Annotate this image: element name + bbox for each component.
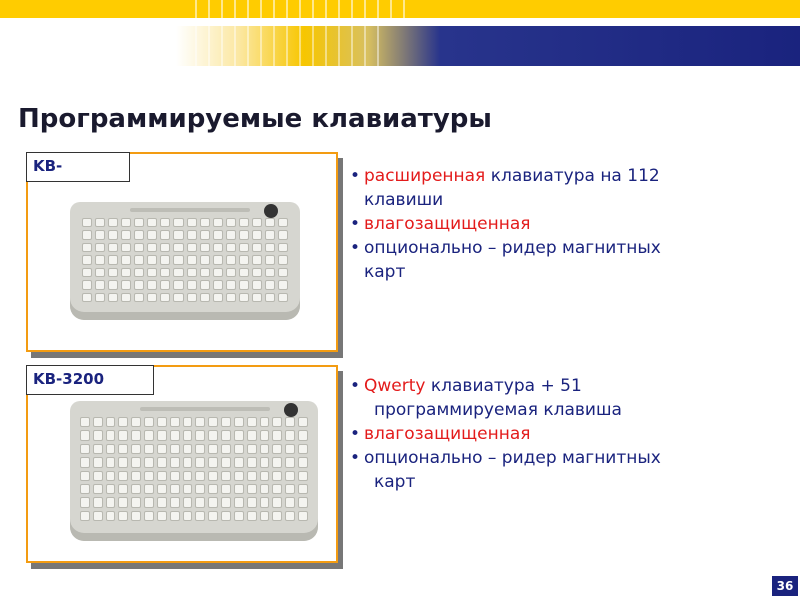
key-cap [118, 444, 128, 454]
key-cap [298, 417, 308, 427]
key-cap [208, 430, 218, 440]
feature-continuation: карт [374, 472, 416, 492]
feature-list-1 [350, 164, 770, 284]
key-cap [157, 430, 167, 440]
feature-text: клавиатура на 112 [485, 166, 660, 186]
key-cap [157, 511, 167, 521]
key-cap [183, 417, 193, 427]
key-cap [187, 255, 197, 264]
key-cap [131, 497, 141, 507]
key-cap [157, 444, 167, 454]
key-cap [108, 268, 118, 277]
key-cap [82, 268, 92, 277]
key-cap [200, 293, 210, 302]
key-cap [298, 457, 308, 467]
key-cap [131, 471, 141, 481]
key-cap [183, 444, 193, 454]
key-cap [221, 484, 231, 494]
key-cap [147, 255, 157, 264]
key-cap [170, 497, 180, 507]
key-cap [144, 511, 154, 521]
key-cap [106, 484, 116, 494]
product-frame-1 [26, 152, 338, 352]
key-cap [183, 457, 193, 467]
key-cap [247, 430, 257, 440]
key-cap [195, 471, 205, 481]
key-cap [118, 457, 128, 467]
key-cap [118, 484, 128, 494]
key-cap [106, 471, 116, 481]
key-cap [195, 430, 205, 440]
key-cap [157, 497, 167, 507]
key-cap [147, 218, 157, 227]
key-cap [80, 457, 90, 467]
key-cap [108, 255, 118, 264]
key-cap [80, 484, 90, 494]
key-cap [195, 484, 205, 494]
key-cap [187, 243, 197, 252]
key-cap [265, 280, 275, 289]
key-cap [131, 444, 141, 454]
key-cap [147, 280, 157, 289]
key-cap [170, 484, 180, 494]
key-cap [213, 268, 223, 277]
key-cap [80, 444, 90, 454]
key-cap [187, 230, 197, 239]
key-cap [134, 243, 144, 252]
key-cap [252, 243, 262, 252]
key-cap [208, 484, 218, 494]
key-cap [234, 484, 244, 494]
key-cap [234, 430, 244, 440]
key-lock-icon [284, 403, 298, 417]
header-grid-pattern [195, 26, 380, 66]
key-cap [160, 218, 170, 227]
key-cap [213, 230, 223, 239]
key-cap [285, 497, 295, 507]
key-cap [272, 471, 282, 481]
key-cap [239, 218, 249, 227]
key-cap [265, 255, 275, 264]
key-cap [285, 430, 295, 440]
key-cap [285, 511, 295, 521]
key-cap [183, 484, 193, 494]
key-lock-icon [264, 204, 278, 218]
key-cap [195, 417, 205, 427]
key-cap [213, 255, 223, 264]
key-cap [278, 243, 288, 252]
feature-continuation: карт [364, 262, 406, 282]
key-cap [272, 511, 282, 521]
key-cap [144, 497, 154, 507]
key-cap [170, 511, 180, 521]
header-white-stripe [0, 18, 800, 26]
key-cap [285, 484, 295, 494]
key-cap [272, 444, 282, 454]
feature-continuation: клавиши [364, 190, 444, 210]
key-cap [95, 243, 105, 252]
page-number: 36 [772, 576, 798, 596]
keys-grid [82, 218, 288, 302]
key-cap [221, 471, 231, 481]
key-cap [285, 471, 295, 481]
key-cap [252, 280, 262, 289]
key-cap [134, 280, 144, 289]
key-cap [221, 444, 231, 454]
key-cap [260, 484, 270, 494]
feature-text: опционально – ридер магнитных [364, 448, 661, 468]
key-cap [173, 243, 183, 252]
key-cap [108, 230, 118, 239]
key-cap [82, 293, 92, 302]
key-cap [108, 293, 118, 302]
key-cap [265, 230, 275, 239]
key-cap [252, 293, 262, 302]
key-cap [247, 471, 257, 481]
key-cap [173, 293, 183, 302]
key-cap [239, 230, 249, 239]
key-cap [252, 230, 262, 239]
key-cap [272, 430, 282, 440]
key-cap [93, 444, 103, 454]
key-cap [82, 230, 92, 239]
key-cap [187, 268, 197, 277]
key-cap [157, 457, 167, 467]
key-cap [183, 471, 193, 481]
key-cap [226, 218, 236, 227]
key-cap [221, 497, 231, 507]
keys-grid [80, 417, 308, 521]
key-cap [278, 255, 288, 264]
key-cap [226, 268, 236, 277]
key-cap [95, 280, 105, 289]
key-cap [285, 457, 295, 467]
key-cap [82, 243, 92, 252]
key-cap [278, 293, 288, 302]
key-cap [121, 230, 131, 239]
key-cap [226, 243, 236, 252]
key-cap [173, 280, 183, 289]
key-cap [157, 484, 167, 494]
feature-item [350, 374, 770, 422]
key-cap [265, 243, 275, 252]
key-cap [260, 471, 270, 481]
key-cap [187, 218, 197, 227]
key-cap [278, 230, 288, 239]
key-cap [213, 293, 223, 302]
key-cap [272, 497, 282, 507]
key-cap [157, 471, 167, 481]
key-cap [200, 280, 210, 289]
key-cap [134, 293, 144, 302]
key-cap [147, 243, 157, 252]
key-cap [247, 484, 257, 494]
key-cap [93, 471, 103, 481]
key-cap [213, 280, 223, 289]
key-cap [144, 444, 154, 454]
key-cap [260, 417, 270, 427]
key-cap [252, 218, 262, 227]
header-grid-pattern-top [195, 0, 405, 18]
key-cap [200, 268, 210, 277]
key-cap [200, 218, 210, 227]
key-cap [121, 268, 131, 277]
feature-item [350, 446, 770, 494]
key-cap [221, 417, 231, 427]
key-cap [131, 484, 141, 494]
key-cap [95, 293, 105, 302]
feature-item [350, 212, 770, 236]
key-cap [298, 430, 308, 440]
key-cap [106, 430, 116, 440]
key-cap [226, 280, 236, 289]
key-cap [200, 243, 210, 252]
key-cap [278, 280, 288, 289]
key-cap [160, 293, 170, 302]
key-cap [121, 280, 131, 289]
key-cap [144, 417, 154, 427]
key-cap [239, 280, 249, 289]
key-cap [208, 417, 218, 427]
key-cap [221, 511, 231, 521]
feature-highlight: влагозащищенная [364, 424, 531, 444]
key-cap [260, 430, 270, 440]
key-cap [144, 471, 154, 481]
key-cap [93, 497, 103, 507]
key-cap [108, 243, 118, 252]
key-cap [183, 497, 193, 507]
key-cap [106, 497, 116, 507]
key-cap [173, 268, 183, 277]
key-cap [208, 457, 218, 467]
feature-highlight: Qwerty [364, 376, 426, 396]
key-cap [260, 457, 270, 467]
key-cap [160, 255, 170, 264]
header-gradient-band [0, 26, 800, 66]
key-cap [170, 457, 180, 467]
key-cap [260, 444, 270, 454]
key-cap [82, 218, 92, 227]
key-cap [298, 484, 308, 494]
feature-list-2 [350, 374, 770, 494]
key-cap [195, 444, 205, 454]
key-cap [195, 511, 205, 521]
key-cap [147, 293, 157, 302]
key-cap [183, 511, 193, 521]
key-cap [247, 511, 257, 521]
key-cap [144, 484, 154, 494]
key-cap [265, 293, 275, 302]
key-cap [147, 268, 157, 277]
key-cap [173, 218, 183, 227]
key-cap [134, 255, 144, 264]
key-cap [160, 268, 170, 277]
key-cap [93, 457, 103, 467]
key-cap [272, 457, 282, 467]
key-cap [147, 230, 157, 239]
key-cap [118, 430, 128, 440]
key-cap [131, 417, 141, 427]
key-cap [134, 218, 144, 227]
key-cap [252, 255, 262, 264]
key-cap [234, 511, 244, 521]
feature-highlight: влагозащищенная [364, 214, 531, 234]
key-cap [170, 417, 180, 427]
key-cap [157, 417, 167, 427]
key-cap [134, 230, 144, 239]
key-cap [160, 280, 170, 289]
key-cap [95, 218, 105, 227]
key-cap [298, 511, 308, 521]
key-cap [160, 230, 170, 239]
key-cap [118, 471, 128, 481]
card-reader-slot [130, 208, 250, 212]
key-cap [170, 430, 180, 440]
product-label-2: KB-3200 [26, 365, 154, 395]
key-cap [208, 444, 218, 454]
keyboard-image-2 [70, 401, 318, 541]
key-cap [121, 255, 131, 264]
key-cap [170, 471, 180, 481]
key-cap [173, 230, 183, 239]
key-cap [200, 255, 210, 264]
key-cap [93, 511, 103, 521]
key-cap [160, 243, 170, 252]
key-cap [170, 444, 180, 454]
feature-item [350, 422, 770, 446]
key-cap [82, 280, 92, 289]
key-cap [195, 457, 205, 467]
feature-highlight: расширенная [364, 166, 486, 186]
key-cap [118, 497, 128, 507]
key-cap [131, 457, 141, 467]
key-cap [80, 511, 90, 521]
key-cap [239, 255, 249, 264]
key-cap [247, 497, 257, 507]
key-cap [108, 280, 118, 289]
key-cap [260, 511, 270, 521]
key-cap [234, 457, 244, 467]
key-cap [239, 243, 249, 252]
key-cap [260, 497, 270, 507]
key-cap [118, 511, 128, 521]
product-label-1: KB- [26, 152, 130, 182]
key-cap [95, 230, 105, 239]
key-cap [226, 230, 236, 239]
keyboard-image-1 [70, 202, 300, 320]
key-cap [252, 268, 262, 277]
key-cap [106, 444, 116, 454]
key-cap [221, 457, 231, 467]
key-cap [121, 218, 131, 227]
key-cap [272, 484, 282, 494]
key-cap [106, 457, 116, 467]
key-cap [173, 255, 183, 264]
key-cap [121, 243, 131, 252]
key-cap [106, 511, 116, 521]
key-cap [208, 497, 218, 507]
key-cap [195, 497, 205, 507]
key-cap [239, 268, 249, 277]
key-cap [121, 293, 131, 302]
key-cap [234, 497, 244, 507]
feature-item [350, 236, 770, 284]
key-cap [95, 268, 105, 277]
key-cap [226, 255, 236, 264]
key-cap [247, 457, 257, 467]
key-cap [298, 497, 308, 507]
key-cap [278, 218, 288, 227]
feature-text: опционально – ридер магнитных [364, 238, 661, 258]
key-cap [118, 417, 128, 427]
key-cap [208, 471, 218, 481]
key-cap [265, 218, 275, 227]
key-cap [234, 417, 244, 427]
key-cap [80, 417, 90, 427]
key-cap [200, 230, 210, 239]
key-cap [239, 293, 249, 302]
key-cap [80, 471, 90, 481]
key-cap [93, 417, 103, 427]
key-cap [234, 471, 244, 481]
key-cap [80, 430, 90, 440]
key-cap [213, 218, 223, 227]
key-cap [187, 280, 197, 289]
key-cap [226, 293, 236, 302]
key-cap [285, 444, 295, 454]
key-cap [82, 255, 92, 264]
card-reader-slot [140, 407, 270, 411]
feature-item [350, 164, 770, 212]
key-cap [187, 293, 197, 302]
key-cap [272, 417, 282, 427]
key-cap [144, 430, 154, 440]
key-cap [265, 268, 275, 277]
key-cap [183, 430, 193, 440]
key-cap [93, 484, 103, 494]
key-cap [208, 511, 218, 521]
key-cap [108, 218, 118, 227]
key-cap [247, 444, 257, 454]
key-cap [278, 268, 288, 277]
key-cap [298, 471, 308, 481]
key-cap [221, 430, 231, 440]
key-cap [106, 417, 116, 427]
key-cap [234, 444, 244, 454]
key-cap [80, 497, 90, 507]
key-cap [95, 255, 105, 264]
key-cap [131, 511, 141, 521]
key-cap [134, 268, 144, 277]
key-cap [144, 457, 154, 467]
key-cap [93, 430, 103, 440]
key-cap [298, 444, 308, 454]
key-cap [131, 430, 141, 440]
feature-text: клавиатура + 51 [425, 376, 582, 396]
key-cap [247, 417, 257, 427]
key-cap [285, 417, 295, 427]
feature-continuation: программируемая клавиша [374, 400, 622, 420]
slide-title: Программируемые клавиатуры [18, 104, 492, 134]
key-cap [213, 243, 223, 252]
